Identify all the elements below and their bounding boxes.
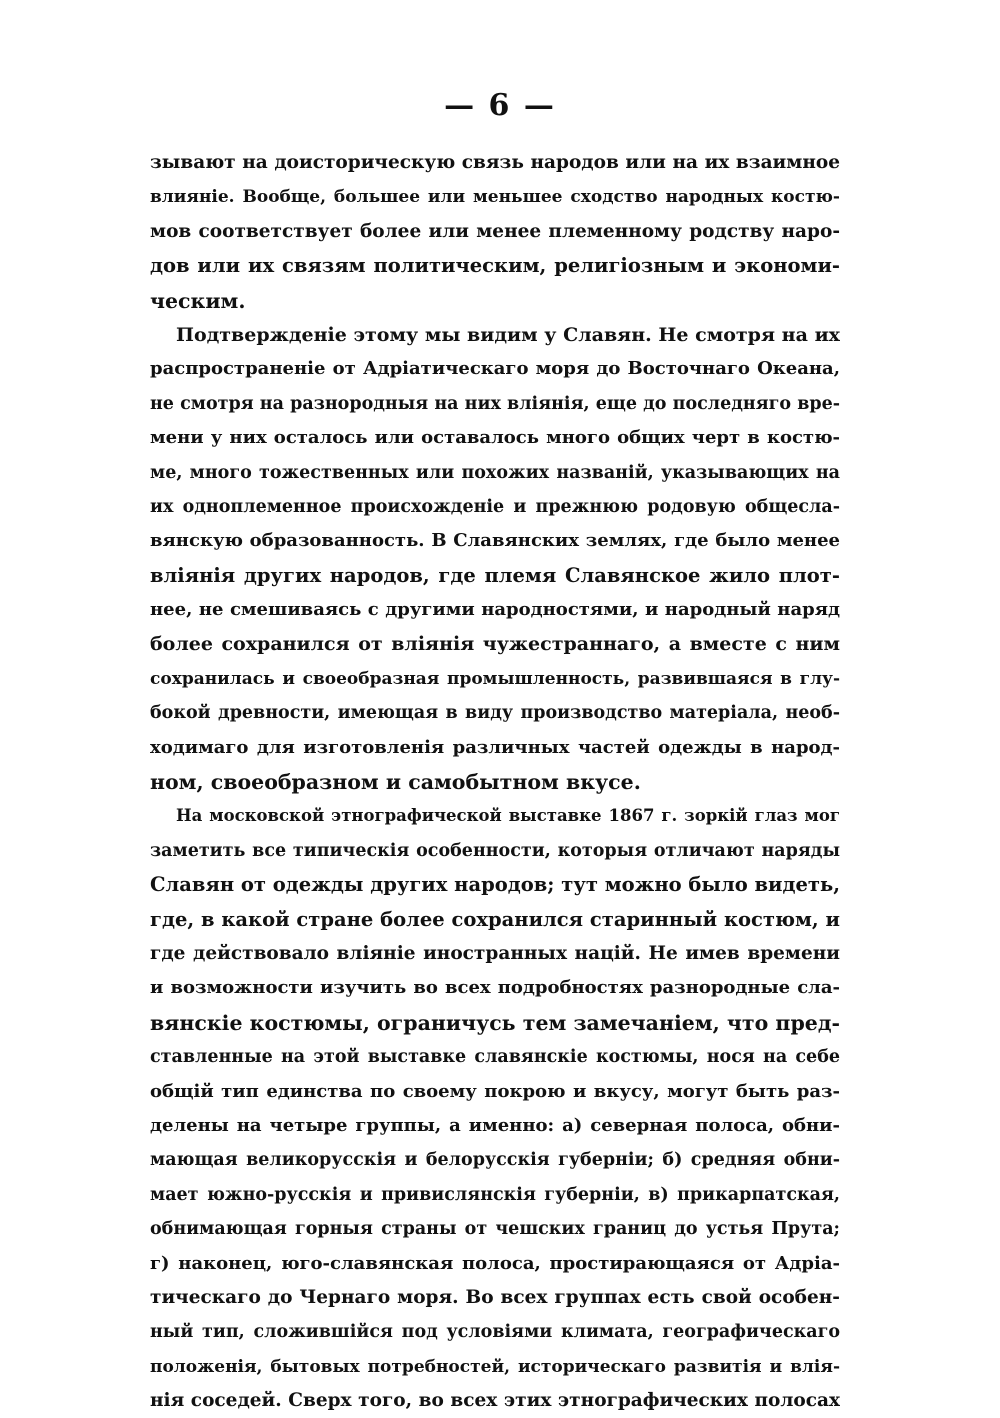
text-line: вліянія других народов, где племя Славянское жило плот- <box>150 563 840 587</box>
text-line: и возможности изучить во всех подробностях разнородные сла- <box>150 977 840 999</box>
text-line: ном, своеобразном и самобытном вкусе. <box>150 770 641 795</box>
text-line: вянскіе костюмы, ограничусь тем замечаніем, что пред- <box>150 1010 840 1035</box>
text-line: дов или их связям политическим, религіозным и экономи- <box>150 254 840 278</box>
text-line: г) наконец, юго-славянская полоса, простирающаяся от Адріа- <box>150 1252 840 1274</box>
text-line: их одноплеменное происхожденіе и прежнюю родовую общесла- <box>150 496 840 517</box>
text-line: Славян от одежды других народов; тут можно было видеть, <box>150 873 840 897</box>
text-line: делены на четыре группы, а именно: а) северная полоса, обни- <box>150 1114 840 1136</box>
text-line: общій тип единства по своему покрою и вкусу, могут быть раз- <box>150 1080 840 1102</box>
text-line: ный тип, сложившійся под условіями климата, географическаго <box>150 1322 840 1343</box>
body-text <box>150 146 840 1418</box>
text-line: ческим. <box>150 288 246 313</box>
text-line: мающая великорусскія и белорусскія губерніи; б) средняя обни- <box>150 1150 840 1171</box>
text-line: ставленные на этой выставке славянскіе костюмы, нося на себе <box>150 1047 840 1068</box>
page-number: — 6 — <box>444 88 556 123</box>
text-line: зывают на доисторическую связь народов или на их взаимное <box>150 152 840 173</box>
text-line: сохранилась и своеобразная промышленность, развившаяся в глу- <box>150 668 840 689</box>
text-line: не смотря на разнородныя на них вліянія, еще до последняго вре- <box>150 393 840 414</box>
text-line: заметить все типическія особенности, которыя отличают наряды <box>150 840 840 861</box>
text-line: вянскую образованность. В Славянских землях, где было менее <box>150 530 840 552</box>
text-line: мает южно-русскія и привислянскія губерніи, в) прикарпатская, <box>150 1184 840 1205</box>
text-line: распространеніе от Адріатическаго моря до Восточнаго Океана, <box>150 358 840 380</box>
text-line: мов соответствует более или менее племенному родству наро- <box>150 220 840 242</box>
paragraph-start-line: Подтвержденіе этому мы видим у Славян. Не смотря на их <box>176 323 840 346</box>
text-line: более сохранился от вліянія чужестраннаго, а вместе с ним <box>150 633 840 656</box>
text-line: ходимаго для изготовленія различных частей одежды в народ- <box>150 736 840 758</box>
text-line: положенія, бытовых потребностей, историческаго развитія и влія- <box>150 1356 840 1377</box>
text-line: обнимающая горныя страны от чешских границ до устья Прута; <box>150 1219 840 1240</box>
text-line: где, в какой стране более сохранился старинный костюм, и <box>150 907 840 931</box>
text-line: нее, не смешиваясь с другими народностями, и народный наряд <box>150 599 840 621</box>
text-line: ме, много тожественных или похожих названій, указывающих на <box>150 462 840 483</box>
text-line: мени у них осталось или оставалось много общих черт в костю- <box>150 427 840 449</box>
text-line: где действовало вліяніе иностранных націй. Не имев времени <box>150 942 840 964</box>
paragraph-start-line: На московской этнографической выставке 1867 г. зоркій глаз мог <box>176 806 840 826</box>
text-line: нія соседей. Сверх того, во всех этих этнографических полосах <box>150 1390 840 1412</box>
text-line: тическаго до Чернаго моря. Во всех группах есть свой особен- <box>150 1286 840 1308</box>
text-line: влияніе. Вообще, большее или меньшее сходство народных костю- <box>150 187 840 208</box>
text-line: бокой древности, имеющая в виду производство матеріала, необ- <box>150 703 840 724</box>
